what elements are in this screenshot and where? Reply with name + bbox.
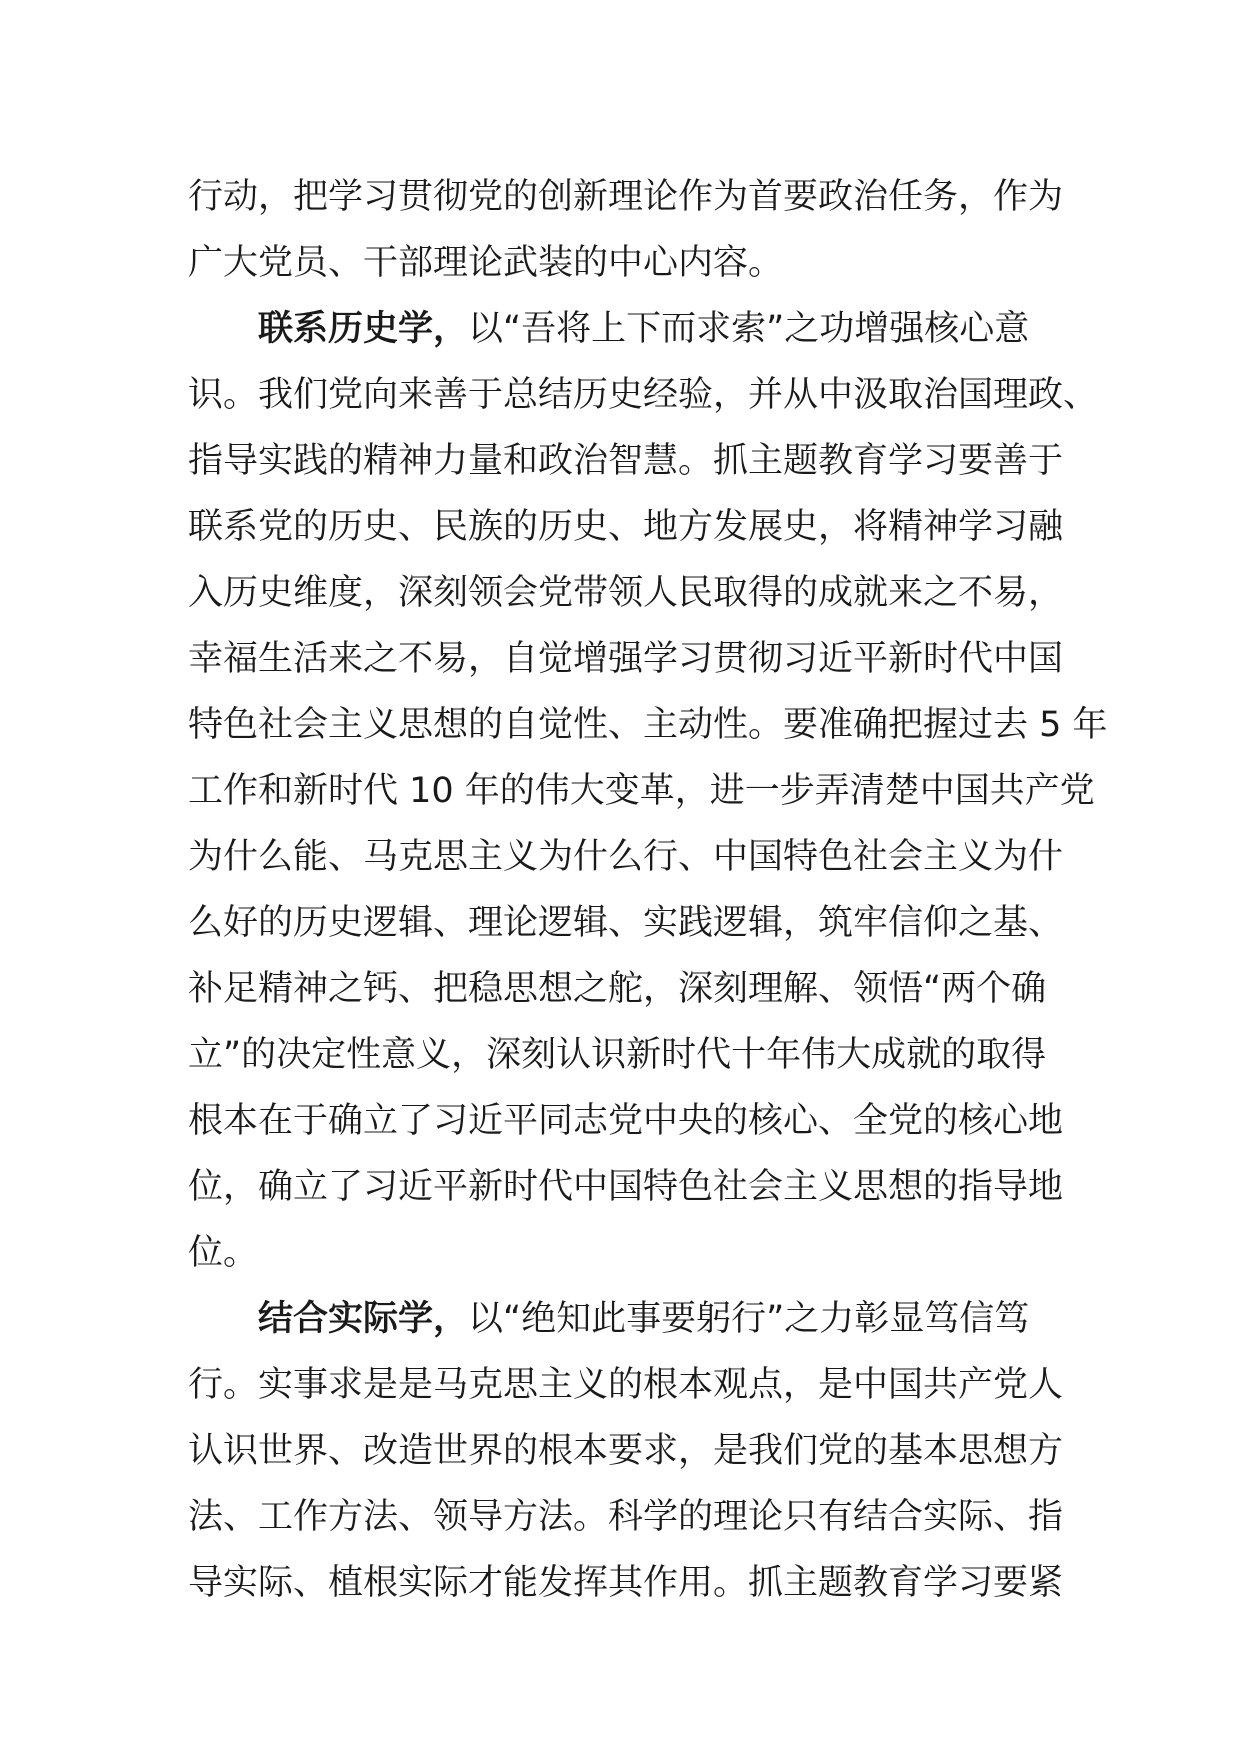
text-line: 认识世界、改造世界的根本要求，是我们党的基本思想方: [188, 1431, 1064, 1471]
text-line: 导实际、植根实际才能发挥其作用。抓主题教育学习要紧: [188, 1563, 1064, 1603]
text-line: 为什么能、马克思主义为什么行、中国特色社会主义为什: [188, 837, 1064, 877]
text-line: 广大党员、干部理论武装的中心内容。: [188, 243, 784, 283]
text-line: 补足精神之钙、把稳思想之舵，深刻理解、领悟“两个确: [188, 969, 1047, 1009]
text-line: 指导实践的精神力量和政治智慧。抓主题教育学习要善于: [188, 441, 1064, 481]
text-line: 行。实事求是是马克思主义的根本观点，是中国共产党人: [188, 1365, 1064, 1405]
text-line: 么好的历史逻辑、理论逻辑、实践逻辑，筑牢信仰之基、: [188, 903, 1064, 943]
text-line: 联系党的历史、民族的历史、地方发展史，将精神学习融: [188, 507, 1064, 547]
paragraph-first-line: [188, 1286, 1068, 1352]
paragraph-lead: 结合实际学，: [258, 1299, 469, 1339]
text-line: 根本在于确立了习近平同志党中央的核心、全党的核心地: [188, 1101, 1064, 1141]
text-line: 以“吾将上下而求索”之功增强核心意: [468, 309, 1030, 349]
text-line: 位。: [188, 1233, 259, 1273]
text-line: 工作和新时代 10 年的伟大变革，进一步弄清楚中国共产党: [188, 771, 1095, 811]
text-line: 幸福生活来之不易，自觉增强学习贯彻习近平新时代中国: [188, 639, 1064, 679]
text-line: 法、工作方法、领导方法。科学的理论只有结合实际、指: [188, 1497, 1064, 1537]
text-line: 入历史维度，深刻领会党带领人民取得的成就来之不易，: [188, 573, 1064, 613]
text-line: 识。我们党向来善于总结历史经验，并从中汲取治国理政、: [188, 375, 1099, 415]
text-line: 以“绝知此事要躬行”之力彰显笃信笃: [468, 1299, 1030, 1339]
paragraph-lead: 联系历史学，: [258, 309, 469, 349]
text-line: 特色社会主义思想的自觉性、主动性。要准确把握过去 5 年: [188, 705, 1108, 745]
paragraph-first-line: [188, 296, 1068, 362]
text-line: 位，确立了习近平新时代中国特色社会主义思想的指导地: [188, 1167, 1064, 1207]
text-line: 立”的决定性意义，深刻认识新时代十年伟大成就的取得: [188, 1035, 1047, 1075]
text-line: 行动，把学习贯彻党的创新理论作为首要政治任务，作为: [188, 177, 1064, 217]
body-text: [188, 164, 1108, 1616]
